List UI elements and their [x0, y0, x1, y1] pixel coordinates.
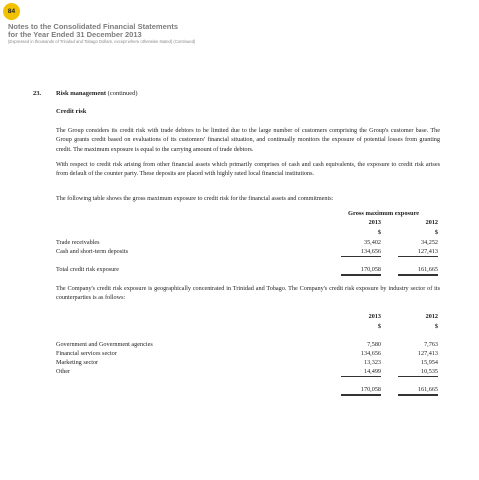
unit-2013-header: $ — [377, 323, 381, 330]
table-total-row — [56, 266, 438, 275]
table-row — [56, 239, 438, 248]
row-label: Trade receivables — [56, 239, 100, 246]
value-2012: 7,763 — [424, 341, 438, 348]
table-row — [56, 368, 438, 377]
unit-2012-header: $ — [434, 229, 438, 236]
paragraph-trade-debtors: The Group considers its credit risk with trade debtors to be limited due to the large number of customers comprising the Group's customer base. The Group grants credit based on evaluations of its customers' financial situation, and continually monitors the exposure of potential losses from granting credit. The maximum exposure is equal to the carrying amount of trade debtors. — [56, 127, 440, 153]
table-unit-row — [56, 229, 438, 238]
unit-2013-header: $ — [377, 229, 381, 236]
year-2013-header: 2013 — [368, 219, 381, 226]
value-2013: 13,323 — [363, 359, 381, 366]
row-label: Cash and short-term deposits — [56, 248, 129, 255]
row-label: Marketing sector — [56, 359, 99, 366]
row-label: Financial services sector — [56, 350, 117, 357]
total-2012: 161,665 — [398, 386, 438, 396]
total-2012: 161,665 — [398, 266, 438, 276]
value-2013: 7,580 — [367, 341, 381, 348]
header-note: (Expressed in thousands of Trinidad and Tobago Dollars, except where otherwise stated) (Continued) — [8, 39, 196, 44]
table-row — [56, 359, 438, 368]
industry-sector-table — [56, 313, 438, 403]
row-label: Other — [56, 368, 71, 375]
table-row — [56, 341, 438, 350]
page-number-badge: 84 — [3, 3, 20, 20]
header-title: Notes to the Consolidated Financial Statements — [8, 22, 179, 31]
value-2012: 34,252 — [420, 239, 438, 246]
credit-exposure-table — [56, 219, 438, 279]
table-row — [56, 350, 438, 359]
table-total-row — [56, 386, 438, 395]
row-label: Government and Government agencies — [56, 341, 153, 348]
total-2013: 170,058 — [341, 386, 381, 396]
value-2013: 14,499 — [341, 368, 381, 377]
paragraph-table-intro: The following table shows the gross maximum exposure to credit risk for the financial assets and commitments: — [56, 195, 334, 202]
value-2012: 15,954 — [420, 359, 438, 366]
unit-2012-header: $ — [434, 323, 438, 330]
table-year-row — [56, 313, 438, 322]
total-label: Total credit risk exposure — [56, 266, 119, 273]
value-2012: 127,413 — [417, 350, 438, 357]
table-row — [56, 248, 438, 257]
paragraph-other-assets: With respect to credit risk arising from other financial assets which primarily comprises of cash and cash equivalents, the exposure to credit risk arises from default of the counter party. These deposits are placed with highly rated local financial institutions. — [56, 161, 440, 178]
total-2013: 170,058 — [341, 266, 381, 276]
year-2012-header: 2012 — [425, 313, 438, 320]
value-2013: 134,656 — [341, 248, 381, 257]
section-number: 23. — [33, 90, 42, 97]
gross-maximum-exposure-header: Gross maximum exposure — [348, 210, 420, 217]
year-2013-header: 2013 — [368, 313, 381, 320]
section-title — [56, 90, 138, 97]
value-2013: 35,402 — [363, 239, 381, 246]
paragraph-concentration: The Company's credit risk exposure is geographically concentrated in Trinidad and Tobago. The Company's credit risk exposure by industry sector of its counterparties is as follows: — [56, 285, 440, 302]
year-2012-header: 2012 — [425, 219, 438, 226]
value-2013: 134,656 — [360, 350, 381, 357]
header-subtitle: for the Year Ended 31 December 2013 — [8, 30, 142, 39]
value-2012: 127,413 — [398, 248, 438, 257]
section-title-rest: (continued) — [106, 90, 138, 97]
table-unit-row — [56, 323, 438, 332]
credit-risk-heading: Credit risk — [56, 108, 87, 115]
table-year-row — [56, 219, 438, 228]
section-title-bold: Risk management — [56, 90, 107, 97]
value-2012: 10,535 — [398, 368, 438, 377]
